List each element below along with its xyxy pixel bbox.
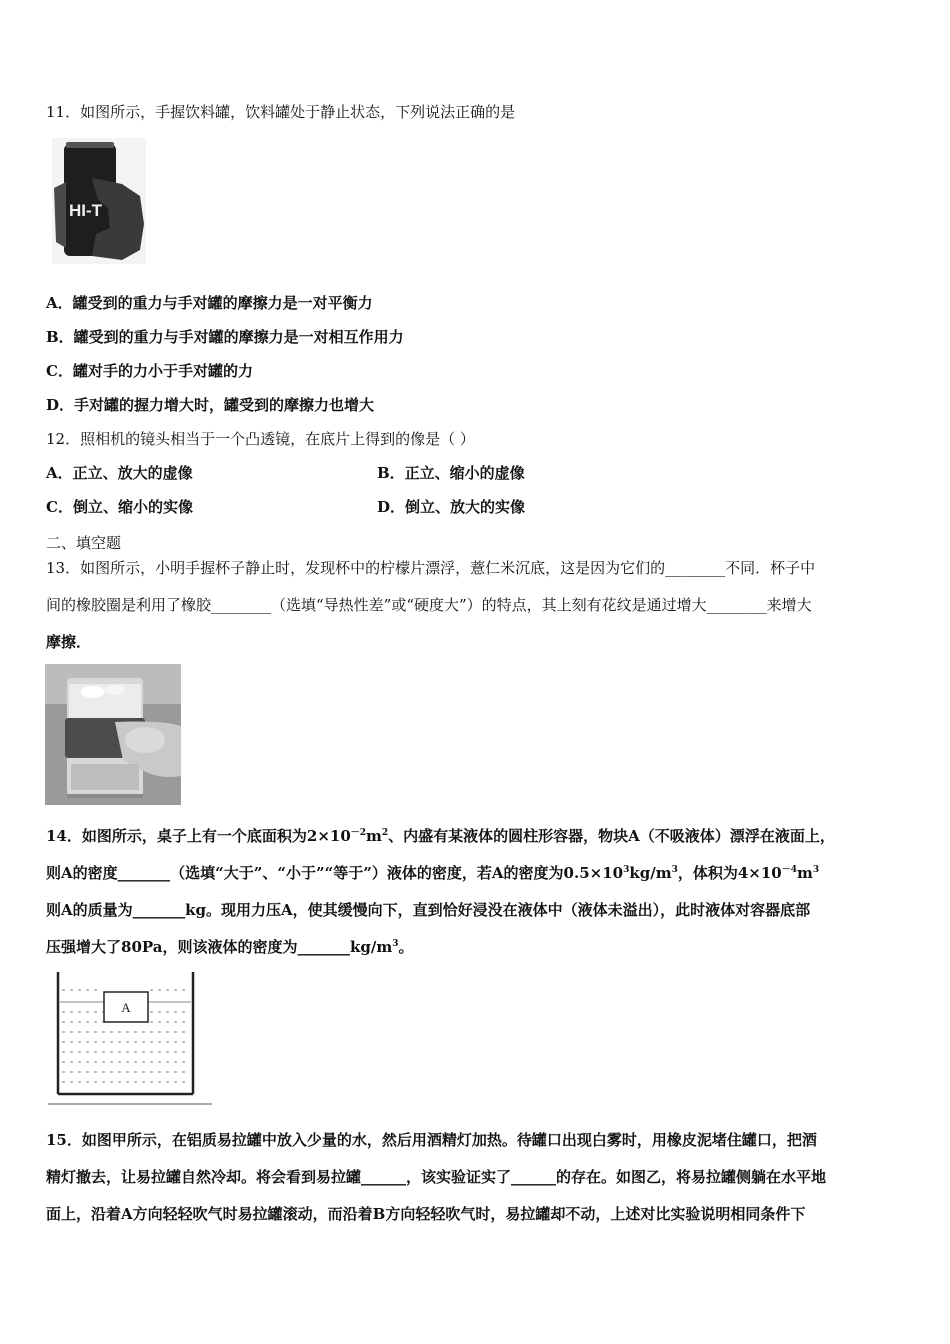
q12-stem: 12．照相机的镜头相当于一个凸透镜，在底片上得到的像是（ ） xyxy=(46,430,475,448)
q14-l1-exponent: －2 xyxy=(350,828,367,838)
q14-line-4 xyxy=(46,937,413,957)
block-a-label: A xyxy=(121,1000,131,1015)
q14-line-1 xyxy=(46,826,835,846)
q14-l2-unit-exponent: 3 xyxy=(671,865,678,875)
q13-line-1: 13．如图所示，小明手握杯子静止时，发现杯中的柠檬片漂浮，薏仁米沉底，这是因为它们的________不同．杯子中 xyxy=(46,559,816,577)
q11-stem: 11．如图所示，手握饮料罐，饮料罐处于静止状态，下列说法正确的是 xyxy=(46,103,516,121)
q13-line-2: 间的橡胶圈是利用了橡胶________（选填“导热性差”或“硬度大”）的特点，其上刻有花纹是通过增大________来增大 xyxy=(46,596,812,614)
q14-line-2 xyxy=(46,863,819,883)
q12-option-b: B．正立、缩小的虚像 xyxy=(377,464,525,482)
q14-l1-rest: 、内盛有某液体的圆柱形容器，物块A（不吸液体）漂浮在液面上， xyxy=(388,827,835,845)
q14-l1-text: 14．如图所示，桌子上有一个底面积为2×10 xyxy=(46,827,351,845)
q14-l2-volume-unit-exponent: 3 xyxy=(812,865,820,875)
q14-l1-unit: m xyxy=(366,827,382,845)
section-title: 二、填空题 xyxy=(46,534,122,552)
q15-line-1: 15．如图甲所示，在铝质易拉罐中放入少量的水，然后用酒精灯加热。待罐口出现白雾时，用橡皮泥堵住罐口，把酒 xyxy=(46,1131,817,1149)
can-in-hand-figure xyxy=(52,138,146,264)
q14-line-3: 则A的质量为_______kg。现用力压A，使其缓慢向下，直到恰好浸没在液体中（液体未溢出），此时液体对容器底部 xyxy=(46,901,811,919)
q14-l2-text: 则A的密度_______（选填“大于”、“小于”“等于”）液体的密度，若A的密度为0.5×10 xyxy=(46,864,624,882)
cup-in-hand-photo xyxy=(45,664,181,805)
q11-option-a: A．罐受到的重力与手对罐的摩擦力是一对平衡力 xyxy=(46,294,373,312)
q14-l2-unit: kg/m xyxy=(629,864,672,882)
q11-option-c: C．罐对手的力小于手对罐的力 xyxy=(46,362,253,380)
q14-l2-volume: ，体积为4×10 xyxy=(677,864,782,882)
q14-l4-exponent: 3 xyxy=(392,939,399,949)
q12-option-d: D．倒立、放大的实像 xyxy=(377,498,526,516)
q13-line-3: 摩擦． xyxy=(46,633,92,651)
q11-option-b: B．罐受到的重力与手对罐的摩擦力是一对相互作用力 xyxy=(46,328,404,346)
q14-l4-end: 。 xyxy=(398,938,414,956)
q14-l1-unit-exponent: 2 xyxy=(381,828,389,838)
q15-line-3: 面上，沿着A方向轻轻吹气时易拉罐滚动，而沿着B方向轻轻吹气时，易拉罐却不动，上述对比实验说明相同条件下 xyxy=(46,1205,806,1223)
q11-option-d: D．手对罐的握力增大时，罐受到的摩擦力也增大 xyxy=(46,396,375,414)
q14-l2-exponent: 3 xyxy=(623,865,630,875)
q12-option-a: A．正立、放大的虚像 xyxy=(46,464,193,482)
container-diagram xyxy=(48,970,212,1108)
q14-l2-volume-unit: m xyxy=(797,864,813,882)
can-label: HI-T xyxy=(69,201,103,220)
q14-l2-volume-exponent: －4 xyxy=(781,865,798,875)
q12-option-c: C．倒立、缩小的实像 xyxy=(46,498,193,516)
q14-l4-text: 压强增大了80Pa，则该液体的密度为_______kg/m xyxy=(46,938,393,956)
q15-line-2: 精灯撤去，让易拉罐自然冷却。将会看到易拉罐______，该实验证实了______的存在。如图乙，将易拉罐侧躺在水平地 xyxy=(46,1168,827,1186)
